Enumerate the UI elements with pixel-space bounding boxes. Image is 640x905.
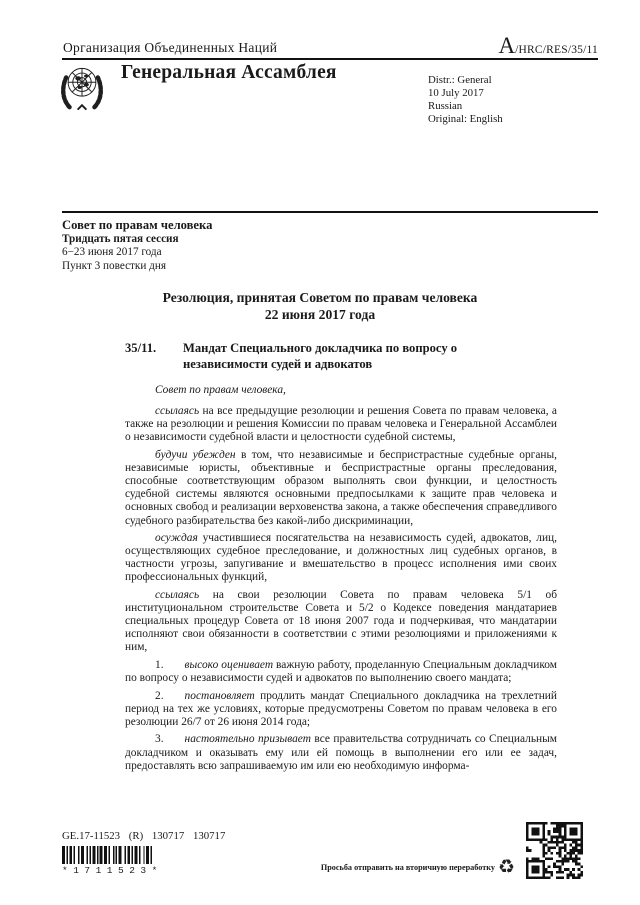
preamble-intro: Совет по правам человека, xyxy=(155,384,286,397)
council-name: Совет по правам человека xyxy=(62,218,213,232)
resolution-title-line2: 22 июня 2017 года xyxy=(264,306,376,322)
preamble-paragraph xyxy=(125,405,557,444)
agenda-item: Пункт 3 повестки дня xyxy=(62,259,166,272)
preamble-text: участившиеся посягательства на независимость судей, адвокатов, лиц, осуществляющих судебное преследование, и должностных лиц судебных органов, в частности угрозы, запугивание и вмешательство в процесс исполнения ими своих профессиональных функций, xyxy=(125,532,557,584)
preamble-text: на все предыдущие резолюции и решения Совета по правам человека, а также на резолюции и решения Комиссии по правам человека и Генеральной Ассамблеи о независимости судебной власти и целостности судебной системы, xyxy=(125,405,557,444)
resolution-heading xyxy=(125,341,557,372)
operative-lead: настоятельно призывает xyxy=(184,733,311,746)
barcode-text: *1711523* xyxy=(62,865,163,876)
original-language-line: Original: English xyxy=(428,112,503,125)
operative-lead: высоко оценивает xyxy=(184,658,274,671)
resolution-body xyxy=(125,341,557,777)
document-symbol-series: A xyxy=(498,33,516,58)
qr-code xyxy=(526,822,583,884)
date-line: 10 July 2017 xyxy=(428,86,484,99)
preamble-paragraph xyxy=(125,532,557,584)
operative-paragraph xyxy=(125,659,557,685)
preamble-lead: ссылаясь xyxy=(155,405,200,418)
resolution-subject: Мандат Специального докладчика по вопросу о независимости судей и адвокатов xyxy=(183,341,458,371)
section-rule xyxy=(62,211,598,213)
operative-lead: постановляет xyxy=(184,689,255,702)
operative-paragraph xyxy=(125,690,557,729)
preamble-text: в том, что независимые и беспристрастные судебные органы, независимые юристы, объективные и беспристрастные органы преследования, способные соответствующим образом выполнять свои функции, и целостность судебной системы являются основными предпосылками к защите прав человека и основных свобод и реализации верховенства закона, а также обеспечения справедливого судебного разбирательства без какой-либо дискриминации, xyxy=(125,449,557,527)
preamble-lead: будучи убежден xyxy=(155,449,236,462)
un-emblem-icon xyxy=(59,63,105,118)
distribution-block xyxy=(428,74,503,126)
document-symbol-number: /HRC/RES/35/11 xyxy=(515,44,598,56)
header-rule xyxy=(62,58,598,60)
operative-text: важную работу, проделанную Специальным докладчиком по вопросу о независимости судей и адвокатов по выполнению своего мандата; xyxy=(125,658,557,685)
resolution-number: 35/11. xyxy=(125,341,157,355)
resolution-title xyxy=(105,290,535,323)
recycle-note xyxy=(300,858,515,877)
operative-number: 1. xyxy=(155,658,164,671)
operative-number: 3. xyxy=(155,733,164,746)
recycle-note-text: Просьба отправить на вторичную переработку xyxy=(320,863,495,872)
recycle-icon: ♻ xyxy=(497,856,515,878)
org-name: Организация Объединенных Наций xyxy=(63,40,278,55)
assembly-title: Генеральная Ассамблея xyxy=(121,62,337,83)
language-line: Russian xyxy=(428,99,463,112)
resolution-title-line1: Резолюция, принятая Советом по правам человека xyxy=(162,290,478,305)
preamble-paragraph xyxy=(125,449,557,528)
document-reference: GE.17-11523 (R) 130717 130717 xyxy=(62,830,226,842)
distr-line: Distr.: General xyxy=(428,74,492,86)
session-name: Тридцать пятая сессия xyxy=(62,233,179,245)
operative-text: продлить мандат Специального докладчика на трехлетний период на тех же условиях, которые предусмотрены Советом по правам человека в его резолюции 26/7 от 26 июня 2014 года; xyxy=(125,689,557,728)
preamble-lead: осуждая xyxy=(155,532,198,545)
operative-text: все правительства сотрудничать со Специальным докладчиком и оказывать ему или ей помощь в выполнении его или ее задач, предоставлять всю запрашиваемую им или ею необходимую информа- xyxy=(125,733,557,772)
document-symbol xyxy=(498,33,598,59)
preamble-paragraph xyxy=(125,589,557,654)
preamble-text: на свои резолюции Совета по правам человека 5/1 об институциональном строительстве Совета и 5/2 о Кодексе поведения мандатариев специальных процедур Совета от 18 июня 2007 года и подчеркивая, что мандатарии исполняют свои обязанности в соответствии с этими резолюциями и приложениями к ним, xyxy=(125,589,557,654)
preamble-lead: ссылаясь xyxy=(155,589,200,601)
operative-number: 2. xyxy=(155,689,164,702)
session-block xyxy=(62,218,212,273)
operative-paragraph xyxy=(125,733,557,772)
session-dates: 6−23 июня 2017 года xyxy=(62,246,162,259)
